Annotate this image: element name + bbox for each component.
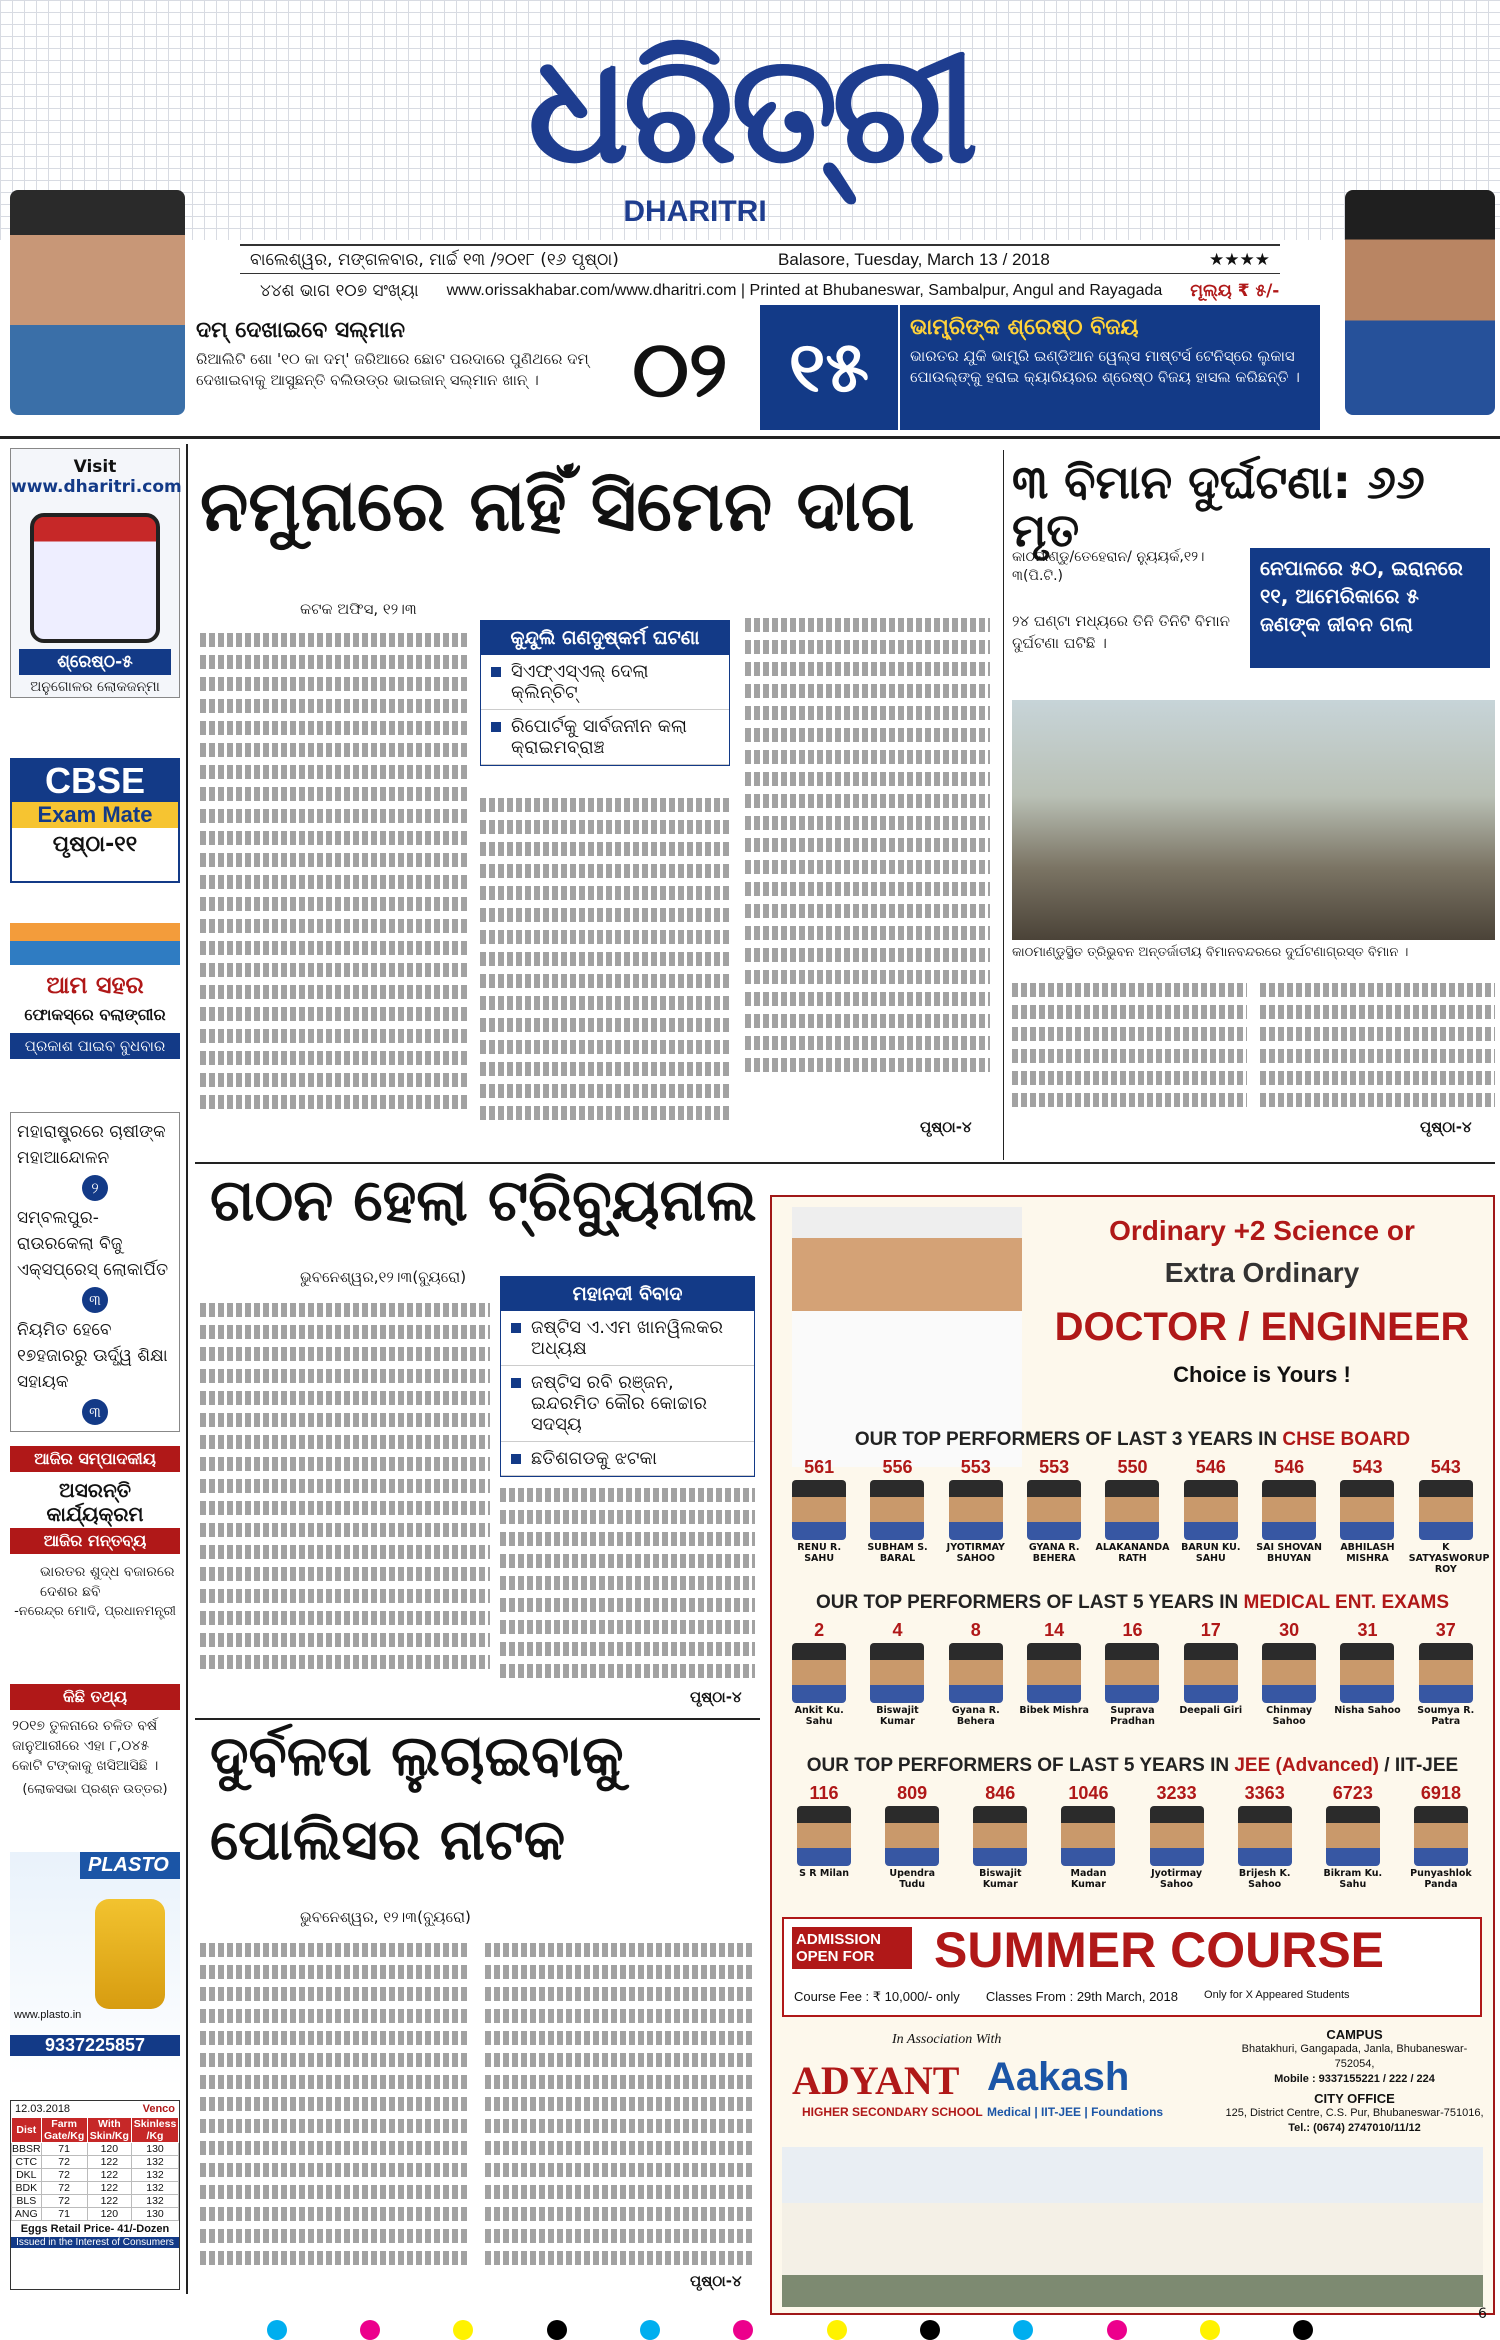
medical-title <box>772 1592 1493 1614</box>
campus-mobile: Mobile : 9337155221 / 222 / 224 <box>1274 2073 1435 2085</box>
performer-name: ALAKANANDA RATH <box>1095 1542 1170 1564</box>
story3-continue[interactable]: ପୃଷ୍ଠା-୪ <box>690 1688 742 1706</box>
egg-footer-price: Eggs Retail Price- 41/-Dozen <box>20 2223 170 2235</box>
visit-website-box[interactable] <box>10 448 180 698</box>
story1-col1 <box>200 625 470 1145</box>
performer-photo <box>1340 1480 1394 1540</box>
teaser-salman-text: ରିଆଲିଟି ଶୋ '୧୦ କା ଦମ୍' ଜରିଆରେ ଛୋଟ ପରଦାରେ ପୁଣିଥରେ ଦମ୍ ଦେଖାଇବାକୁ ଆସୁଛନ୍ତି ବଲିଉଡ୍‌ର ଭାଇଜାନ୍ ସଲ୍‌ମାନ ଖାନ୍ । <box>196 350 589 389</box>
performer-photo <box>1419 1643 1473 1703</box>
visit-url[interactable]: www.dharitri.com <box>11 477 182 497</box>
jee-performer <box>1316 1783 1390 1890</box>
index-item-text: ନିୟମିତ ହେବେ ୧୭ହଜାରରୁ ଊର୍ଦ୍ଧ୍ୱ ଶିକ୍ଷା ସହାୟକ <box>17 1320 168 1392</box>
story4-continue[interactable]: ପୃଷ୍ଠା-୪ <box>690 2272 742 2290</box>
egg-table-cell: ANG <box>12 2208 42 2221</box>
performer-name: Bibek Mishra <box>1019 1705 1089 1716</box>
performer-score: 8 <box>970 1620 981 1640</box>
story3-bullet: ଛତିଶଗଡକୁ ଝଟକା <box>501 1442 754 1476</box>
quote-head: ଆଜିର ମନ୍ତବ୍ୟ <box>10 1528 180 1554</box>
editorial-title: ଅସରନ୍ତି କାର୍ଯ୍ୟକ୍ରମ <box>46 1478 144 1526</box>
performer-photo <box>1027 1643 1081 1703</box>
index-item[interactable] <box>17 1119 173 1201</box>
performer-score: 17 <box>1200 1620 1221 1640</box>
story1-continue[interactable]: ପୃଷ୍ଠା-୪ <box>920 1118 972 1136</box>
egg-col-header: Dist <box>12 2118 42 2143</box>
egg-col-header: Skinless /Kg <box>132 2118 179 2143</box>
salman-photo <box>10 190 185 415</box>
medical-performer <box>782 1620 856 1727</box>
performer-photo <box>1414 1806 1468 1866</box>
egg-table-cell: 72 <box>41 2156 87 2169</box>
jee-performer <box>1140 1783 1214 1890</box>
performer-score: 809 <box>897 1783 928 1803</box>
only-for: Only for X Appeared Students <box>1204 1989 1350 2001</box>
index-item-text: ସମ୍ବଲପୁର-ରାଉରକେଲା ବିଜୁ ଏକ୍ସପ୍ରେସ୍ ଲୋକାର୍ପିତ <box>17 1208 169 1280</box>
story2-caption: କାଠମାଣ୍ଡୁସ୍ଥିତ ତ୍ରିଭୁବନ ଅନ୍ତର୍ଜାତୀୟ ବିମାନବନ୍ଦରରେ ଦୁର୍ଘଟଣାଗ୍ରସ୍ତ ବିମାନ । <box>1012 945 1409 960</box>
index-page-badge: ୨ <box>82 1175 108 1201</box>
fact-source: (ଲୋକସଭା ପ୍ରଶ୍ନ ଉତ୍ତର) <box>22 1782 168 1797</box>
egg-table-cell: 71 <box>41 2143 87 2156</box>
performer-name: GYANA R. BEHERA <box>1028 1542 1080 1564</box>
sidebar-rule <box>186 444 188 2294</box>
egg-price-table <box>11 2117 179 2221</box>
story4-headline-line2[interactable]: ପୋଲିସର ନାଟକ <box>210 1808 566 1873</box>
egg-col-header: With Skin/Kg <box>87 2118 131 2143</box>
egg-table-cell: BDK <box>12 2182 42 2195</box>
egg-date: 12.03.2018 <box>15 2103 71 2115</box>
summer-course-banner[interactable] <box>782 1917 1482 2017</box>
egg-table-cell: 120 <box>87 2143 131 2156</box>
egg-table-cell: 120 <box>87 2208 131 2221</box>
crash-photo[interactable] <box>1012 700 1495 940</box>
row-rule-2 <box>195 1718 760 1720</box>
performer-score: 550 <box>1117 1457 1148 1477</box>
performer-score: 3233 <box>1156 1783 1197 1803</box>
chse-title <box>772 1429 1493 1451</box>
performer-score: 1046 <box>1068 1783 1109 1803</box>
ad-tagline1: Ordinary +2 Science or <box>1109 1215 1415 1246</box>
col-rule-1 <box>1003 450 1004 1160</box>
story1-headline[interactable]: ନମୁନାରେ ନାହିଁ ସିମେନ ଦାଗ <box>200 465 915 547</box>
cbse-title: CBSE <box>12 760 178 802</box>
egg-table-cell: DKL <box>12 2169 42 2182</box>
volume-number: ୪୪ଶ ଭାଗ ୧୦୭ ସଂଖ୍ୟା <box>260 281 419 301</box>
adyant-logo: ADYANT <box>792 2058 960 2103</box>
price: ମୂଲ୍ୟ ₹ ୫/- <box>1190 281 1280 301</box>
performer-name: Brijesh K. Sahoo <box>1238 1868 1291 1890</box>
jee-performer <box>1404 1783 1478 1890</box>
performer-score: 4 <box>892 1620 903 1640</box>
editorial-box[interactable] <box>10 1446 180 1526</box>
story2-col1 <box>1012 975 1247 1125</box>
page-number: 6 <box>1478 2306 1487 2322</box>
story1-bullet: ରିପୋର୍ଟକୁ ସାର୍ବଜନୀନ କଲା କ୍ରାଇମବ୍ରାଞ୍ଚ <box>481 710 729 765</box>
egg-table-cell: 132 <box>132 2182 179 2195</box>
story3-headline[interactable]: ଗଠନ ହେଲା ଟ୍ରିବ୍ୟୁନାଲ <box>210 1166 757 1234</box>
medical-performer <box>1330 1620 1404 1727</box>
admission-open: ADMISSION OPEN FOR <box>792 1927 912 1969</box>
story2-col2 <box>1260 975 1495 1125</box>
city-head: CITY OFFICE <box>1314 2091 1395 2106</box>
egg-table-cell: BBSR <box>12 2143 41 2155</box>
story3-factbox <box>500 1276 755 1477</box>
cbse-box[interactable] <box>10 758 180 883</box>
doctor-engineer-photo <box>792 1207 1022 1467</box>
story3-bullet: ଜଷ୍ଟିସ ଏ.ଏମ ଖାନୱିଲକର ଅଧ୍ୟକ୍ଷ <box>501 1311 754 1366</box>
newspaper-logo-latin: DHARITRI <box>623 195 767 228</box>
chse-performers <box>772 1457 1493 1575</box>
story3-col1 <box>200 1295 490 1705</box>
performer-photo <box>1238 1806 1292 1866</box>
performer-name: Ankit Ku. Sahu <box>794 1705 844 1727</box>
app-page: ଶ୍ରେଷ୍ଠ-୫ <box>19 649 171 675</box>
story4-dateline: ଭୁବନେଶ୍ୱର, ୧୨।୩(ବ୍ୟୁରୋ) <box>300 1908 471 1926</box>
jee-performer <box>787 1783 861 1890</box>
jee-title-highlight: JEE (Advanced) <box>1234 1755 1380 1776</box>
story4-col2 <box>485 1935 755 2290</box>
summer-course-title: SUMMER COURSE <box>934 1922 1385 1978</box>
performer-name: Gyana R. Behera <box>951 1705 1000 1727</box>
chse-title-highlight: CHSE BOARD <box>1282 1429 1411 1450</box>
chse-performer <box>1095 1457 1169 1575</box>
info-bar <box>240 278 1340 304</box>
performer-name: Madan Kumar <box>1070 1868 1107 1890</box>
fact-box <box>10 1684 180 1842</box>
performer-photo <box>797 1806 851 1866</box>
performer-name: BARUN KU. SAHU <box>1181 1542 1241 1564</box>
performer-photo <box>1184 1643 1238 1703</box>
fact-text: ୨୦୧୭ ତୁଳନାରେ ଚଳିତ ବର୍ଷ ଜାନୁଆରୀରେ ଏହା ୮,୦୪୫ କୋଟି ଟଙ୍କାକୁ ଖସିଆସିଛି । <box>12 1718 159 1774</box>
story1-bullet: ସିଏଫ୍‌ଏସ୍‌ଏଲ୍ ଦେଲା କ୍ଲିନ୍‌ଚିଟ୍ <box>481 655 729 710</box>
jee-performer <box>1228 1783 1302 1890</box>
teaser-bhambri-text: ଭାରତର ଯୁକି ଭାମ୍ବ୍ରି ଇଣ୍ଡିଆନ ୱେଲ୍ସ ମାଷ୍ଟର୍ସ ଟେନିସ୍‌ରେ ଲୁକାସ ପୋଉଲ୍‌ଙ୍କୁ ହରାଇ କ୍ୟାରିୟରର ଶ୍ରେଷ୍ଠ ବିଜୟ ହାସଲ କରିଛନ୍ତି । <box>910 347 1300 386</box>
row-rule-1 <box>195 1162 1495 1164</box>
performer-photo <box>1340 1643 1394 1703</box>
egg-table-cell: 132 <box>132 2195 179 2208</box>
performer-name: Soumya R. Patra <box>1417 1705 1475 1727</box>
story3-dateline: ଭୁବନେଶ୍ୱର,୧୨।୩(ବ୍ୟୁରୋ) <box>300 1268 467 1286</box>
story4-col1 <box>200 1935 470 2290</box>
story1-dateline: କଟକ ଅଫିସ, ୧୨।୩ <box>300 600 417 618</box>
campus-building-photo <box>782 2147 1483 2307</box>
chse-performer <box>1174 1457 1248 1575</box>
medical-performer <box>1409 1620 1483 1727</box>
medical-performer <box>1017 1620 1091 1727</box>
aama-focus: ଫୋକସ୍‌ରେ ବଲାଙ୍ଗୀର <box>24 1005 166 1024</box>
performer-score: 37 <box>1435 1620 1456 1640</box>
aakash-logo: Aakash <box>987 2055 1130 2099</box>
performer-photo <box>973 1806 1027 1866</box>
ad-tagline3: DOCTOR / ENGINEER <box>1054 1305 1470 1349</box>
quote-text: ଭାରତର ଶୁଦ୍ଧ ବଜାରରେ ଦେଶର ଛବି <box>40 1564 175 1600</box>
story2-highlight: ନେପାଳରେ ୫୦, ଇରାନରେ ୧୧, ଆମେରିକାରେ ୫ ଜଣଙ୍କ ଜୀବନ ଗଲା <box>1250 548 1490 668</box>
egg-table-cell: 122 <box>87 2169 131 2182</box>
aama-sahar-box[interactable] <box>10 905 180 1095</box>
performer-score: 846 <box>985 1783 1016 1803</box>
jee-performer <box>875 1783 949 1890</box>
story3-box-head: ମହାନଦୀ ବିବାଦ <box>501 1277 754 1311</box>
index-item[interactable] <box>17 1205 173 1313</box>
chse-performer <box>1330 1457 1404 1575</box>
index-page-badge: ୩ <box>82 1399 108 1425</box>
medical-title-highlight: MEDICAL ENT. EXAMS <box>1243 1592 1450 1613</box>
city-tel: Tel.: (0674) 2747010/11/12 <box>1288 2122 1421 2134</box>
campus-head: CAMPUS <box>1326 2027 1383 2042</box>
plasto-url: www.plasto.in <box>14 2009 82 2021</box>
dateline-bar <box>240 244 1280 274</box>
egg-table-cell: 122 <box>87 2182 131 2195</box>
jee-performer <box>1051 1783 1125 1890</box>
performer-score: 546 <box>1195 1457 1226 1477</box>
teaser-salman-title: ଦମ୍ ଦେଖାଇବେ ସଲ୍‌ମାନ <box>196 318 405 343</box>
egg-table-row <box>12 2182 179 2195</box>
adyant-subtitle: HIGHER SECONDARY SCHOOL <box>802 2105 983 2119</box>
masthead-rule <box>0 436 1500 439</box>
story1-factbox <box>480 620 730 766</box>
medical-performer <box>1174 1620 1248 1727</box>
story1-col2 <box>480 790 730 1145</box>
aama-day: ପ୍ରକାଶ ପାଇବ ବୁଧବାର <box>10 1033 180 1059</box>
aama-title: ଆମ ସହର <box>46 971 144 999</box>
story4-headline-line1[interactable]: ଦୁର୍ବଳତା ଲୁଚାଇବାକୁ <box>210 1724 624 1789</box>
phone-icon <box>30 513 160 643</box>
quote-author: -ନରେନ୍ଦ୍ର ମୋଦି, ପ୍ରଧାନମନ୍ତ୍ରୀ <box>14 1604 176 1619</box>
plasto-ad[interactable] <box>10 1852 180 2087</box>
city-address: 125, District Centre, C.S. Pur, Bhubaneswar-751016, <box>1225 2107 1484 2119</box>
performer-score: 116 <box>809 1783 839 1803</box>
medical-performer <box>939 1620 1013 1727</box>
egg-table-cell: 72 <box>41 2182 87 2195</box>
quote-box <box>10 1528 180 1668</box>
performer-score: 543 <box>1430 1457 1461 1477</box>
performer-name: Bikram Ku. Sahu <box>1323 1868 1383 1890</box>
egg-table-cell: CTC <box>12 2156 42 2169</box>
performer-name: S R Milan <box>799 1868 850 1879</box>
performer-score: 2 <box>814 1620 825 1640</box>
index-page-badge: ୩ <box>82 1287 108 1313</box>
performer-photo <box>1262 1480 1316 1540</box>
performer-photo <box>949 1480 1003 1540</box>
egg-table-cell: 132 <box>132 2169 179 2182</box>
story1-col3 <box>745 610 990 1115</box>
egg-table-cell: 130 <box>132 2208 179 2221</box>
performer-name: SAI SHOVAN BHUYAN <box>1256 1542 1322 1564</box>
ad-tagline4: Choice is Yours ! <box>1173 1362 1351 1387</box>
performer-score: 553 <box>1039 1457 1070 1477</box>
performer-name: K SATYASWORUP ROY <box>1408 1542 1490 1575</box>
teaser-salman[interactable] <box>190 310 600 430</box>
performer-photo <box>1184 1480 1238 1540</box>
performer-photo <box>1326 1806 1380 1866</box>
story2-headline[interactable]: ୩ ବିମାନ ଦୁର୍ଘଟଣା: ୬୬ ମୃତ <box>1012 455 1425 558</box>
story1-box-head: କୁନ୍ଦୁଲି ଗଣଦୁଷ୍କର୍ମ ଘଟଣା <box>481 621 729 655</box>
medical-performer <box>1252 1620 1326 1727</box>
ad-tagline2: Extra Ordinary <box>1164 1257 1360 1288</box>
performer-photo <box>792 1643 846 1703</box>
index-box <box>10 1112 180 1432</box>
performer-score: 16 <box>1122 1620 1143 1640</box>
story2-continue[interactable]: ପୃଷ୍ଠା-୪ <box>1420 1118 1472 1136</box>
egg-table-row <box>12 2208 179 2221</box>
egg-col-header: Farm Gate/Kg <box>41 2118 87 2143</box>
aakash-subtitle: Medical | IIT-JEE | Foundations <box>987 2105 1164 2119</box>
fact-head: କିଛି ତଥ୍ୟ <box>10 1684 180 1710</box>
story3-bullet: ଜଷ୍ଟିସ ରବି ରଞ୍ଜନ, ଇନ୍ଦରମିତ କୌର କୋଚ୍ଚାର ସଦସ୍ୟ <box>501 1366 754 1442</box>
story3-col2 <box>500 1480 755 1705</box>
campus-info <box>1222 2027 1487 2136</box>
performer-score: 30 <box>1279 1620 1300 1640</box>
performer-photo <box>885 1806 939 1866</box>
jee-title-pre: OUR TOP PERFORMERS OF LAST 5 YEARS IN <box>806 1755 1230 1776</box>
medical-performer <box>860 1620 934 1727</box>
index-item[interactable] <box>17 1317 173 1425</box>
performer-score: 3363 <box>1244 1783 1285 1803</box>
performer-name: Suprava Pradhan <box>1110 1705 1155 1727</box>
performer-score: 6723 <box>1332 1783 1373 1803</box>
performer-name: Biswajit Kumar <box>876 1705 919 1727</box>
teaser-bhambri-title: ଭାମ୍ବ୍ରିଙ୍କ ଶ୍ରେଷ୍ଠ ବିଜୟ <box>910 315 1139 340</box>
editorial-head: ଆଜିର ସମ୍ପାଦକୀୟ <box>10 1446 180 1472</box>
plasto-phone[interactable]: 9337225857 <box>10 2035 180 2056</box>
performer-score: 6918 <box>1420 1783 1461 1803</box>
performer-photo <box>792 1480 846 1540</box>
performer-name: Jyotirmay Sahoo <box>1151 1868 1203 1890</box>
classes-from: Classes From : 29th March, 2018 <box>985 1989 1179 2004</box>
chse-performer <box>1252 1457 1326 1575</box>
campus-address: Bhatakhuri, Gangapada, Janla, Bhubaneswar-752054, <box>1241 2043 1468 2070</box>
bhambri-photo <box>1345 190 1495 415</box>
performer-name: SUBHAM S. BARAL <box>867 1542 928 1564</box>
teaser-bhambri-page: ୧୫ <box>760 305 900 430</box>
performer-score: 546 <box>1274 1457 1305 1477</box>
chse-performer <box>1408 1457 1490 1575</box>
course-fee: Course Fee : ₹ 10,000/- only <box>794 1989 960 2004</box>
egg-table-cell: 122 <box>87 2195 131 2208</box>
performer-name: Nisha Sahoo <box>1334 1705 1401 1716</box>
performer-photo <box>949 1643 1003 1703</box>
egg-table-row <box>12 2169 179 2182</box>
egg-brand: Venco <box>142 2103 175 2115</box>
newspaper-logo[interactable]: ଧରିତ୍ରୀ <box>527 23 973 197</box>
performer-photo <box>1150 1806 1204 1866</box>
chse-performer <box>939 1457 1013 1575</box>
water-tank-icon <box>95 1899 165 2009</box>
performer-name: ABHILASH MISHRA <box>1340 1542 1395 1564</box>
teaser-salman-page: ୦୨ <box>632 325 728 415</box>
egg-price-box <box>10 2100 180 2290</box>
adyant-advertisement[interactable] <box>770 1195 1495 2315</box>
performer-name: RENU R. SAHU <box>797 1542 842 1564</box>
egg-table-cell: 72 <box>41 2169 87 2182</box>
performer-photo <box>870 1643 924 1703</box>
egg-table-cell: 130 <box>132 2143 179 2156</box>
performer-score: 14 <box>1044 1620 1065 1640</box>
index-item-text: ମହାରାଷ୍ଟ୍ରରେ ଚାଷୀଙ୍କ ମହାଆନ୍ଦୋଳନ <box>17 1122 166 1168</box>
teaser-bhambri[interactable] <box>760 305 1320 430</box>
performer-photo <box>1061 1806 1115 1866</box>
websites[interactable]: www.orissakhabar.com/www.dharitri.com | Printed at Bhubaneswar, Sambalpur, Angul and Rayagada <box>446 282 1163 299</box>
egg-table-row <box>12 2195 179 2208</box>
print-registration-marks <box>240 2320 1340 2340</box>
medical-title-pre: OUR TOP PERFORMERS OF LAST 5 YEARS IN <box>815 1592 1239 1613</box>
performer-name: Deepali Giri <box>1179 1705 1243 1716</box>
jee-performer <box>963 1783 1037 1890</box>
chse-performer <box>1017 1457 1091 1575</box>
story2-intro: ୨୪ ଘଣ୍ଟା ମଧ୍ୟରେ ତିନି ତିନିଟି ବିମାନ ଦୁର୍ଘଟଣା ଘଟିଛି । <box>1012 612 1231 652</box>
performer-name: Biswajit Kumar <box>979 1868 1022 1890</box>
performer-photo <box>1105 1643 1159 1703</box>
performer-photo <box>1105 1480 1159 1540</box>
chse-title-pre: OUR TOP PERFORMERS OF LAST 3 YEARS IN <box>854 1429 1278 1450</box>
jee-title-post: / IIT-JEE <box>1384 1755 1459 1776</box>
jee-title <box>772 1755 1493 1777</box>
story2-dateline: କାଠମାଣ୍ଡୁ/ତେହେରାନ/ ନ୍ୟୁୟର୍କ,୧୨।୩(ପି.ଟି.) <box>1012 549 1205 584</box>
performer-score: 556 <box>882 1457 913 1477</box>
egg-table-row <box>12 2156 179 2169</box>
performer-score: 561 <box>804 1457 835 1477</box>
performer-score: 31 <box>1357 1620 1378 1640</box>
egg-footer-note: Issued in the Interest of Consumers <box>11 2237 179 2248</box>
app-caption: ଅନୁଗୋଳର ଲୋକଜନ୍ମା <box>30 679 160 695</box>
edition-stars: ★★★★ <box>1209 249 1270 270</box>
performer-score: 553 <box>960 1457 991 1477</box>
date-english: Balasore, Tuesday, March 13 / 2018 <box>778 249 1050 269</box>
cbse-subtitle: Exam Mate <box>12 802 178 828</box>
egg-table-cell: 132 <box>132 2156 179 2169</box>
performer-photo <box>870 1480 924 1540</box>
performer-photo <box>1262 1643 1316 1703</box>
performer-name: Punyashlok Panda <box>1410 1868 1472 1890</box>
plasto-brand: PLASTO <box>80 1852 180 1879</box>
performer-name: Upendra Tudu <box>889 1868 935 1890</box>
egg-table-cell: 71 <box>41 2208 87 2221</box>
city-skyline-icon <box>10 905 180 965</box>
association: In Association With <box>892 2032 1002 2047</box>
performer-photo <box>1027 1480 1081 1540</box>
egg-table-row <box>12 2143 179 2156</box>
performer-score: 543 <box>1352 1457 1383 1477</box>
medical-performers <box>772 1620 1493 1727</box>
date-odia: ବାଲେଶ୍ୱର, ମଙ୍ଗଳବାର, ମାର୍ଚ୍ଚ ୧୩ /୨୦୧୮ (୧୬ ପୃଷ୍ଠା) <box>250 249 619 270</box>
performer-name: Chinmay Sahoo <box>1266 1705 1313 1727</box>
performer-name: JYOTIRMAY SAHOO <box>946 1542 1005 1564</box>
visit-label: Visit <box>73 457 117 477</box>
egg-table-cell: BLS <box>12 2195 42 2208</box>
jee-performers <box>772 1783 1493 1890</box>
egg-table-cell: 122 <box>87 2156 131 2169</box>
chse-performer <box>860 1457 934 1575</box>
chse-performer <box>782 1457 856 1575</box>
cbse-page: ପୃଷ୍ଠା-୧୧ <box>52 832 138 857</box>
egg-table-cell: 72 <box>41 2195 87 2208</box>
performer-photo <box>1419 1480 1473 1540</box>
medical-performer <box>1095 1620 1169 1727</box>
